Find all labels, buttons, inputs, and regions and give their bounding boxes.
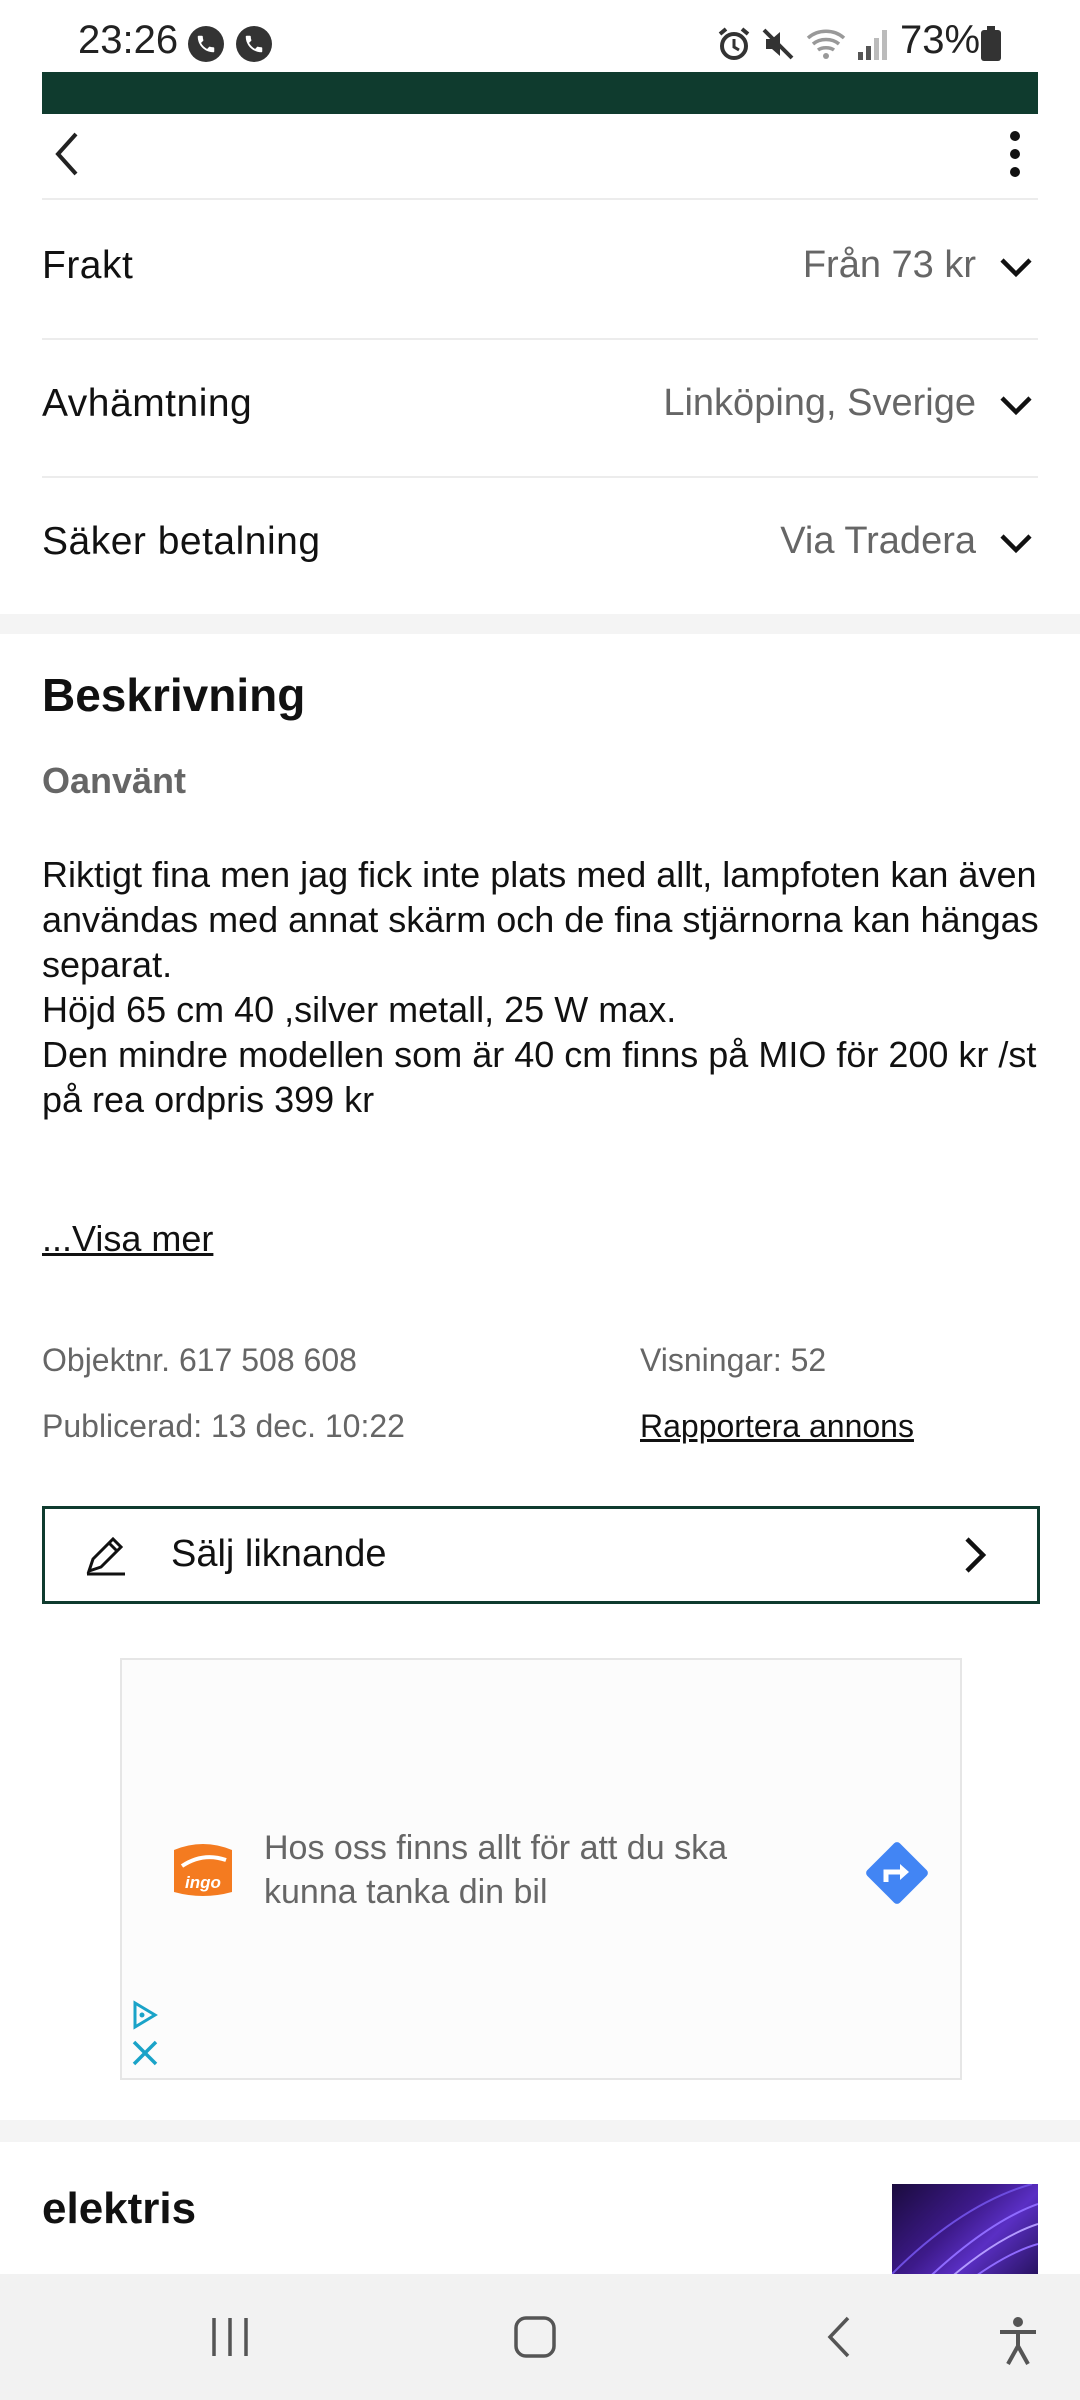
chevron-right-icon [959,1535,989,1580]
description-line: användas med annat skärm och de fina stjärnorna kan hängas separat. [42,899,1039,985]
scrolled-image-banner [42,72,1038,114]
close-ad-icon[interactable] [130,2038,160,2073]
alarm-icon [716,26,752,67]
shipping-label: Frakt [42,244,134,287]
condition-text: Oanvänt [42,760,187,801]
phone-call-icon [188,26,224,62]
home-icon[interactable] [512,2314,558,2365]
back-icon[interactable] [46,124,86,189]
battery-icon [980,26,1002,67]
report-listing-link[interactable]: Rapportera annons [640,1408,914,1444]
signal-icon [856,26,890,67]
adchoices-icon[interactable] [130,2000,160,2035]
pickup-label: Avhämtning [42,382,253,425]
section-divider [0,2120,1080,2142]
description-line: Höjd 65 cm 40 ,silver metall, 25 W max. [42,989,677,1030]
sell-similar-label: Sälj liknande [171,1533,387,1575]
top-app-bar [0,114,1080,200]
system-navigation-bar [0,2274,1080,2400]
sell-similar-button[interactable] [42,1506,1040,1604]
chevron-down-icon [998,390,1034,425]
wifi-icon [806,26,846,67]
pencil-icon [83,1533,129,1582]
secure-payment-row[interactable] [42,476,1038,614]
object-number: Objektnr. 617 508 608 [42,1342,357,1378]
description-fade [42,1130,1042,1180]
chevron-down-icon [998,252,1034,287]
recent-apps-icon[interactable] [208,2314,252,2365]
accessibility-icon[interactable] [996,2316,1040,2371]
section-divider [0,614,1080,634]
status-time: 23:26 [78,18,179,62]
published-date: Publicerad: 13 dec. 10:22 [42,1408,405,1444]
section-title: elektris [42,2184,197,2233]
pickup-row[interactable] [42,338,1038,478]
svg-text:ingo: ingo [185,1873,221,1892]
advertisement[interactable] [120,1658,962,2080]
status-bar [0,0,1080,72]
phone-call-icon [236,26,272,62]
secure-payment-value: Via Tradera [780,520,976,562]
shipping-value: Från 73 kr [802,244,976,286]
chevron-down-icon [998,528,1034,563]
view-count: Visningar: 52 [640,1342,827,1378]
battery-percent: 73% [900,18,981,62]
ingo-logo [170,1836,236,1905]
mute-icon [760,26,796,67]
ad-text: Hos oss finns allt för att du ska kunna tanka din bil [264,1829,727,1911]
back-nav-icon[interactable] [822,2314,858,2365]
description-title: Beskrivning [42,669,306,721]
show-more-link[interactable]: ...Visa mer [42,1218,214,1259]
directions-icon[interactable] [860,1836,934,1915]
secure-payment-label: Säker betalning [42,520,321,563]
more-options-icon[interactable] [1000,124,1030,189]
description-line: Riktigt fina men jag fick inte plats med allt, lampfoten kan även [42,854,1037,895]
shipping-row[interactable] [42,200,1038,340]
description-line: Den mindre modellen som är 40 cm finns på MIO för 200 kr /st på rea ordpris 399 kr [42,1034,1037,1120]
pickup-value: Linköping, Sverige [663,382,976,424]
